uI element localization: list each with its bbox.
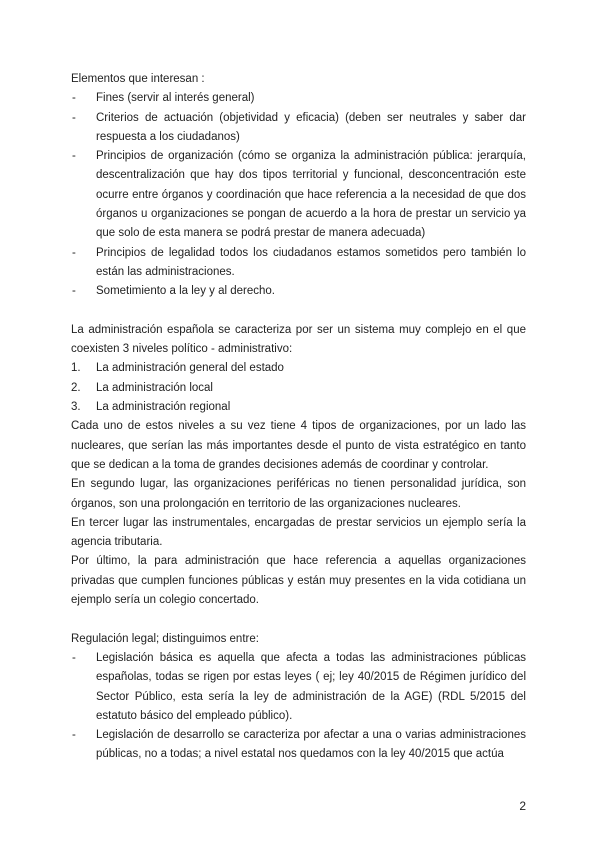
list-number: 3. — [71, 401, 81, 414]
elements-list — [71, 89, 526, 301]
document-page — [71, 70, 526, 765]
list-item — [71, 398, 526, 417]
regulation-list — [71, 649, 526, 765]
list-item: - Criterios de actuación (objetividad y eficacia) (deben ser neutrales y saber dar respuesta a los ciudadanos) — [71, 109, 526, 148]
paragraph-para-administracion: Por último, la para administración que hace referencia a aquellas organizaciones privadas que cumplen funciones públicas y están muy presentes en la vida cotidiana un ejemplo sería un colegio concertado. — [71, 555, 526, 607]
paragraph-perifericas: En segundo lugar, las organizaciones periféricas no tienen personalidad jurídica, son órganos, son una prolongación en territorio de las organizaciones nucleares. — [71, 478, 526, 510]
paragraph-instrumentales: En tercer lugar las instrumentales, encargadas de prestar servicios un ejemplo sería la agencia tributaria. — [71, 516, 526, 549]
section-heading-regulacion: Regulación legal; distinguimos entre: — [71, 632, 259, 645]
list-number: 2. — [71, 381, 81, 394]
levels-list — [71, 359, 526, 417]
section-heading-elementos: Elementos que interesan : — [71, 73, 205, 85]
list-item: - Fines (servir al interés general) — [71, 89, 526, 108]
list-item — [71, 379, 526, 398]
list-item: - Legislación básica es aquella que afecta a todas las administraciones públicas españolas, todas se rigen por estas leyes ( ej; ley 40/2015 de Régimen jurídico del Sector Público, esta sería la ley de administración de la AGE) (RDL 5/2015 del estatuto básico del empleado público). — [71, 649, 526, 726]
list-item: - Principios de organización (cómo se organiza la administración pública: jerarquía, descentralización que hay dos tipos territorial y funcional, desconcentración este ocurre entre órganos y coordinación que hace referencia a la necesidad de que dos órganos u organizaciones se pongan de acuerdo a la hora de prestar un servicio ya que solo de esta manera se podrá prestar de manera adecuada) — [71, 147, 526, 243]
page-number: 2 — [519, 799, 526, 813]
list-item: - Principios de legalidad todos los ciudadanos estamos sometidos pero también lo están las administraciones. — [71, 244, 526, 283]
paragraph-intro-levels: La administración española se caracteriza por ser un sistema muy complejo en el que coexisten 3 niveles político - administrativo: — [71, 323, 526, 356]
list-item-text: La administración regional — [96, 401, 231, 414]
list-item: - Legislación de desarrollo se caracteriza por afectar a una o varias administraciones públicas, no a todas; a nivel estatal nos quedamos con la ley 40/2015 que actúa — [71, 726, 526, 765]
list-item-text: La administración local — [96, 381, 213, 394]
list-item-text: La administración general del estado — [96, 362, 284, 375]
paragraph-organizations: Cada uno de estos niveles a su vez tiene 4 tipos de organizaciones, por un lado las nucleares, que serían las más importantes desde el punto de vista estratégico en tanto que se dedican a la toma de grandes decisiones además de coordinar y controlar. — [71, 420, 526, 471]
list-number: 1. — [71, 362, 81, 375]
list-item — [71, 359, 526, 378]
list-item: - Sometimiento a la ley y al derecho. — [71, 282, 526, 301]
